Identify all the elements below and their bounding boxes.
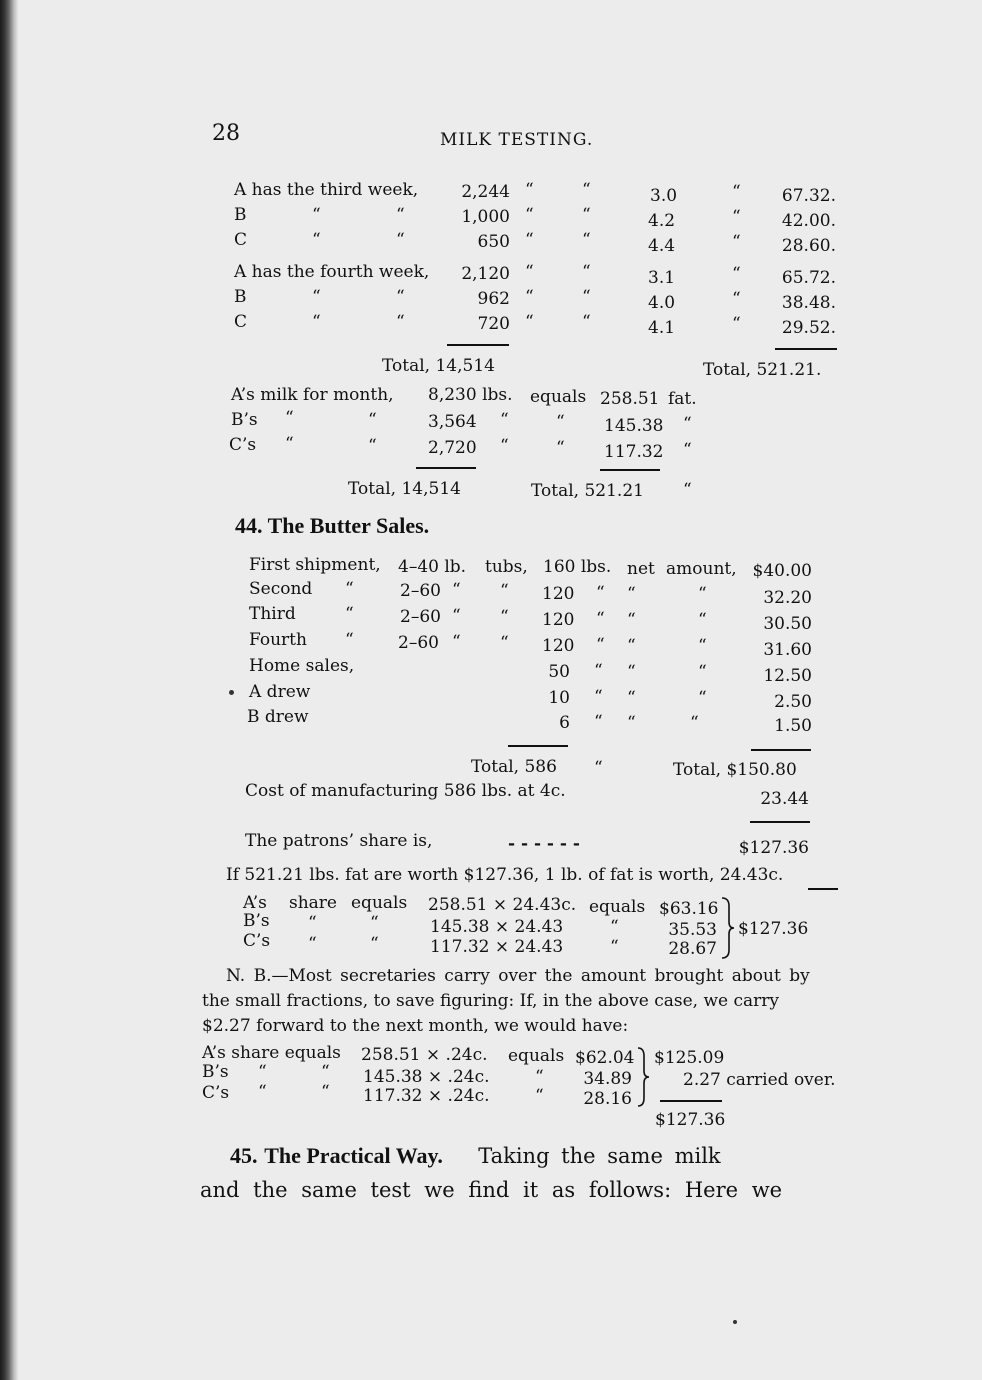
sum-rule: [447, 344, 509, 346]
sale-amount: 12.50: [763, 666, 812, 686]
sale-item: Third: [249, 604, 296, 624]
sum-rule: [775, 348, 837, 350]
month-row-who: A’s milk for month,: [231, 385, 394, 405]
week-row-who: A has the third week,: [234, 180, 419, 200]
cost-label: Cost of manufacturing 586 lbs. at 4c.: [245, 781, 566, 801]
week-row-test: 4.4: [648, 236, 676, 256]
ditto-mark: “: [258, 1062, 267, 1082]
sale-item: First shipment,: [249, 555, 381, 575]
shares-total: $127.36: [738, 919, 809, 939]
ditto-mark: “: [732, 314, 741, 334]
underline-rule: [808, 888, 838, 890]
ditto-mark: “: [370, 934, 379, 954]
ditto-mark: “: [594, 712, 603, 732]
ditto-mark: “: [535, 1067, 544, 1087]
week-row-test: 3.0: [650, 186, 678, 206]
share-who: A’s: [243, 893, 267, 913]
ditto-mark: “: [452, 606, 461, 626]
share-value: $63.16: [659, 899, 719, 919]
share-equals: equals: [351, 893, 408, 913]
week-row-lbs: 650: [477, 232, 510, 252]
sale-item: Home sales,: [249, 656, 355, 676]
week-row-lbs: 720: [477, 314, 510, 334]
stray-mark: [733, 1320, 737, 1324]
ditto-mark: “: [594, 687, 603, 707]
sale-amount: 32.20: [763, 588, 812, 608]
week-row-who: B: [234, 205, 247, 225]
ditto-mark: “: [627, 688, 636, 708]
sale-lbs: 6: [559, 713, 570, 733]
ditto-mark: “: [582, 262, 591, 282]
sale-item: Fourth: [249, 630, 307, 650]
sum-rule: [751, 749, 811, 751]
week-row-who: A has the fourth week,: [234, 262, 430, 282]
stray-mark: [229, 690, 234, 695]
carry-calc: 258.51 × .24c.: [361, 1045, 488, 1065]
patrons-share-amount: $127.36: [738, 838, 809, 858]
carry-calc: 117.32 × .24c.: [363, 1086, 490, 1106]
carry-who: A’s share equals: [202, 1043, 341, 1063]
ditto-mark: “: [627, 610, 636, 630]
ditto-mark: “: [698, 610, 707, 630]
week-row-lbs: 1,000: [461, 207, 510, 227]
page-number: 28: [212, 121, 240, 146]
ditto-mark: “: [396, 230, 405, 250]
note-line: the small fractions, to save figuring: If, in the above case, we carry: [202, 991, 779, 1011]
ditto-mark: “: [683, 414, 692, 434]
sale-lbs: 10: [548, 688, 570, 708]
month-row-lbs: 2,720: [428, 438, 477, 458]
ditto-mark: “: [596, 609, 605, 629]
week-row-fat: 28.60.: [781, 236, 836, 256]
ditto-mark: “: [452, 580, 461, 600]
ditto-mark: “: [396, 312, 405, 332]
ditto-mark: “: [627, 636, 636, 656]
ditto-mark: “: [683, 440, 692, 460]
carry-value: $62.04: [575, 1048, 635, 1068]
fat-worth-line: If 521.21 lbs. fat are worth $127.36, 1 lb. of fat is worth, 24.43c.: [226, 865, 784, 885]
carry-value: 34.89: [583, 1069, 632, 1089]
ditto-mark: “: [627, 662, 636, 682]
leader-dashes: - - - - - -: [508, 834, 580, 854]
carry-who: C’s: [202, 1083, 230, 1103]
ditto-mark: “: [500, 581, 509, 601]
ditto-mark: “: [500, 436, 509, 456]
ditto-mark: “: [610, 917, 619, 937]
sale-amount: 31.60: [763, 640, 812, 660]
ditto-mark: “: [308, 934, 317, 954]
weeks-total-lbs: Total, 14,514: [382, 356, 495, 376]
ditto-mark: “: [285, 408, 294, 428]
note-line: N. B.—Most secretaries carry over the amount brought about by: [226, 966, 810, 986]
week-row-lbs: 2,120: [461, 264, 510, 284]
right-brace: [720, 896, 736, 960]
sum-rule: [508, 745, 568, 747]
ditto-mark: “: [500, 607, 509, 627]
sum-rule: [416, 467, 476, 469]
ditto-mark: “: [500, 410, 509, 430]
ditto-mark: “: [582, 180, 591, 200]
sale-net: net: [627, 559, 655, 579]
week-row-test: 3.1: [648, 268, 676, 288]
ditto-mark: “: [525, 312, 534, 332]
ditto-mark: “: [368, 410, 377, 430]
share-calc: 145.38 × 24.43: [430, 917, 564, 937]
running-title: MILK TESTING.: [440, 130, 594, 150]
sale-lbs: 50: [548, 662, 570, 682]
week-row-fat: 67.32.: [781, 186, 836, 206]
ditto-mark: “: [308, 913, 317, 933]
carry-equals: equals: [508, 1046, 565, 1066]
sale-lbs: 120: [542, 636, 575, 656]
carry-value: 28.16: [583, 1089, 632, 1109]
week-row-who: C: [234, 312, 248, 332]
ditto-mark: “: [582, 205, 591, 225]
week-row-test: 4.1: [648, 318, 676, 338]
ditto-mark: “: [535, 1086, 544, 1106]
ditto-mark: “: [698, 636, 707, 656]
week-row-fat: 29.52.: [781, 318, 836, 338]
month-row-fat: 258.51: [600, 389, 660, 409]
week-row-lbs: 2,244: [461, 182, 510, 202]
month-total-lbs: Total, 14,514: [348, 479, 461, 499]
weeks-total-fat: Total, 521.21.: [703, 360, 822, 380]
ditto-mark: “: [285, 434, 294, 454]
ditto-mark: “: [683, 480, 692, 500]
ditto-mark: “: [396, 205, 405, 225]
ditto-mark: “: [596, 583, 605, 603]
ditto-mark: “: [594, 661, 603, 681]
sum-rule: [660, 1100, 722, 1102]
sum-rule: [600, 469, 660, 471]
section-number: 45.: [230, 1143, 258, 1168]
right-brace: [636, 1046, 652, 1108]
ditto-mark: “: [525, 262, 534, 282]
ditto-mark: “: [525, 230, 534, 250]
month-row-fat: 145.38: [604, 416, 664, 436]
sale-item: B drew: [247, 707, 309, 727]
note-line: $2.27 forward to the next month, we would have:: [202, 1016, 629, 1036]
ditto-mark: “: [698, 662, 707, 682]
week-row-test: 4.0: [648, 293, 676, 313]
week-row-who: B: [234, 287, 247, 307]
week-row-test: 4.2: [648, 211, 676, 231]
carry-grand-total: $127.36: [655, 1110, 726, 1130]
ditto-mark: “: [258, 1082, 267, 1102]
sale-item: A drew: [249, 682, 311, 702]
ditto-mark: “: [627, 713, 636, 733]
share-who: B’s: [243, 911, 270, 931]
sale-lbs: 160 lbs.: [543, 557, 612, 577]
ditto-mark: “: [321, 1062, 330, 1082]
ditto-mark: “: [594, 758, 603, 778]
share-value: 35.53: [668, 920, 717, 940]
ditto-mark: “: [312, 230, 321, 250]
section-45-line: [230, 1143, 721, 1169]
carry-who: B’s: [202, 1062, 229, 1082]
section-title: The Butter Sales.: [267, 513, 430, 538]
ditto-mark: “: [556, 438, 565, 458]
ditto-mark: “: [396, 287, 405, 307]
ditto-mark: “: [525, 180, 534, 200]
ditto-mark: “: [500, 633, 509, 653]
ditto-mark: “: [732, 264, 741, 284]
ditto-mark: “: [345, 630, 354, 650]
sale-amount: $40.00: [752, 561, 812, 581]
sale-item: Second: [249, 579, 313, 599]
ditto-mark: “: [582, 287, 591, 307]
week-row-fat: 65.72.: [781, 268, 836, 288]
body-text: and the same test we find it as follows: Here we: [200, 1178, 783, 1202]
month-row-who: B’s: [231, 410, 258, 430]
carry-calc: 145.38 × .24c.: [363, 1067, 490, 1087]
sale-tubs: 2–60: [400, 581, 441, 601]
section-title: The Practical Way.: [264, 1143, 443, 1168]
month-row-lbs: 3,564: [428, 412, 477, 432]
ditto-mark: “: [732, 207, 741, 227]
sales-total-amount: Total, $150.80: [673, 760, 797, 780]
ditto-mark: “: [556, 412, 565, 432]
body-text: Taking the same milk: [478, 1144, 721, 1168]
month-row-unit: fat.: [668, 389, 697, 409]
month-row-who: C’s: [229, 435, 257, 455]
section-44-heading: [235, 513, 430, 538]
sale-amount: 1.50: [774, 716, 812, 736]
ditto-mark: “: [698, 688, 707, 708]
ditto-mark: “: [690, 713, 699, 733]
ditto-mark: “: [698, 584, 707, 604]
sale-lbs: 120: [542, 610, 575, 630]
sale-lbs: 120: [542, 584, 575, 604]
carry-subtotal: $125.09: [654, 1048, 725, 1068]
share-equals: equals: [589, 897, 646, 917]
sales-total-lbs: Total, 586: [471, 757, 557, 777]
cost-amount: 23.44: [760, 789, 809, 809]
month-row-lbs: 8,230 lbs.: [428, 385, 513, 405]
ditto-mark: “: [596, 635, 605, 655]
sale-tubs: 2–60: [400, 607, 441, 627]
month-row-fat: 117.32: [604, 442, 664, 462]
sale-tubs-word: tubs,: [485, 557, 528, 577]
ditto-mark: “: [732, 289, 741, 309]
ditto-mark: “: [582, 312, 591, 332]
ditto-mark: “: [345, 604, 354, 624]
ditto-mark: “: [452, 632, 461, 652]
ditto-mark: “: [525, 205, 534, 225]
ditto-mark: “: [312, 287, 321, 307]
sale-tubs: 4–40 lb.: [398, 557, 467, 577]
share-who: C’s: [243, 931, 271, 951]
patrons-share-label: The patrons’ share is,: [245, 831, 433, 851]
sale-amount: 2.50: [774, 692, 812, 712]
week-row-who: C: [234, 230, 248, 250]
share-value: 28.67: [668, 939, 717, 959]
ditto-mark: “: [525, 287, 534, 307]
sum-rule: [750, 821, 810, 823]
share-word: share: [289, 893, 337, 913]
ditto-mark: “: [732, 232, 741, 252]
ditto-mark: “: [321, 1082, 330, 1102]
week-row-fat: 38.48.: [781, 293, 836, 313]
sale-tubs: 2–60: [398, 633, 439, 653]
sale-amount: 30.50: [763, 614, 812, 634]
carry-over-amount: 2.27 carried over.: [683, 1070, 836, 1090]
ditto-mark: “: [732, 182, 741, 202]
ditto-mark: “: [627, 584, 636, 604]
sale-amount-word: amount,: [666, 559, 737, 579]
ditto-mark: “: [368, 436, 377, 456]
ditto-mark: “: [370, 913, 379, 933]
ditto-mark: “: [610, 937, 619, 957]
share-calc: 258.51 × 24.43c.: [428, 895, 577, 915]
week-row-fat: 42.00.: [781, 211, 836, 231]
month-total-fat: Total, 521.21: [531, 481, 644, 501]
ditto-mark: “: [345, 579, 354, 599]
section-number: 44.: [235, 513, 263, 538]
ditto-mark: “: [312, 205, 321, 225]
ditto-mark: “: [582, 230, 591, 250]
ditto-mark: “: [312, 312, 321, 332]
share-calc: 117.32 × 24.43: [430, 937, 564, 957]
month-row-equals: equals: [530, 387, 587, 407]
week-row-lbs: 962: [477, 289, 510, 309]
